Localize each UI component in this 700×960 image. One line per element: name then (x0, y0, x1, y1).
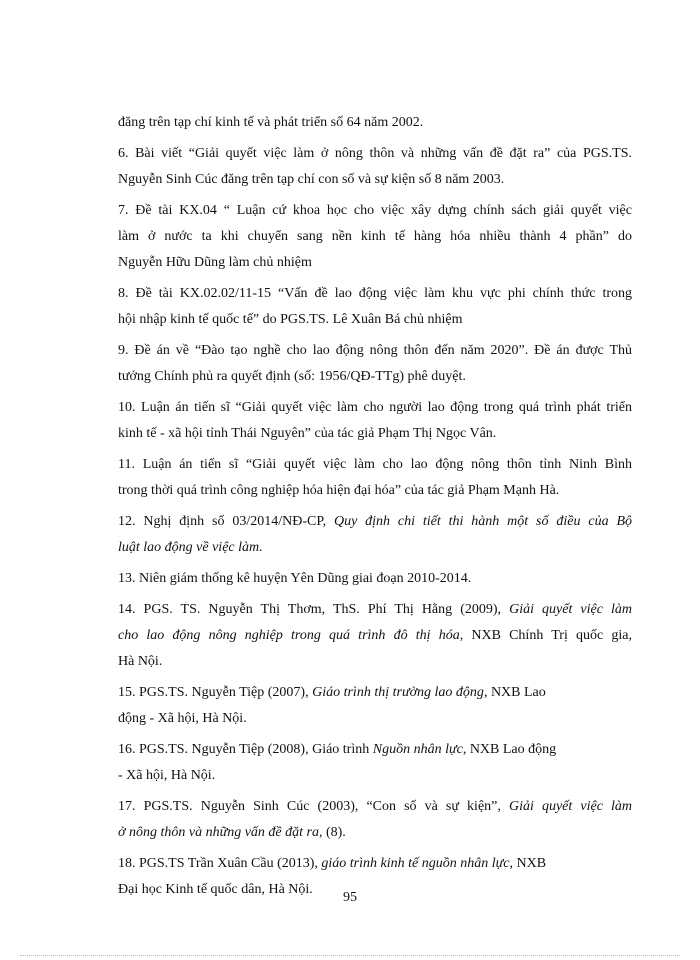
reference-text: (8). (322, 824, 346, 840)
reference-line: - Xã hội, Hà Nội. (118, 767, 216, 783)
reference-text: , NXB Lao động (462, 741, 557, 757)
reference-17 (118, 794, 632, 820)
reference-14 (118, 597, 632, 623)
reference-text: 12. Nghị định số 03/2014/NĐ-CP, (118, 513, 334, 529)
reference-13: 13. Niên giám thống kê huyện Yên Dũng giai đoạn 2010-2014. (118, 570, 472, 586)
reference-title: ở nông thôn và những vấn đề đặt ra, (118, 824, 323, 840)
reference-line: hội nhập kinh tế quốc tế” do PGS.TS. Lê Xuân Bá chủ nhiệm (118, 312, 463, 328)
reference-title: Giải quyết việc làm (508, 798, 632, 814)
reference-9: 9. Đề án về “Đào tạo nghề cho lao động nông thôn đến năm 2020”. Đề án được Thủ (118, 342, 632, 358)
reference-line: Nguyễn Hữu Dũng làm chủ nhiệm (118, 255, 312, 271)
reference-line: Hà Nội. (118, 653, 163, 669)
reference-text: , NXB (509, 855, 547, 871)
reference-line: làm ở nước ta khi chuyển sang nền kinh tế hàng hóa nhiều thành 4 phần” do (118, 228, 632, 244)
reference-title: Quy định chi tiết thi hành một số điều của Bộ (333, 513, 632, 529)
reference-text: 14. PGS. TS. Nguyễn Thị Thơm, ThS. Phí Thị Hằng (2009), (118, 601, 510, 617)
reference-line (118, 623, 632, 649)
reference-title: Nguồn nhân lực (372, 741, 463, 757)
page-number: 95 (343, 890, 357, 905)
reference-line: tướng Chính phủ ra quyết định (số: 1956/QĐ-TTg) phê duyệt. (118, 369, 466, 385)
reference-line: đăng trên tạp chí kinh tế và phát triển số 64 năm 2002. (118, 115, 424, 130)
reference-line: kinh tế - xã hội tỉnh Thái Nguyên” của tác giả Phạm Thị Ngọc Vân. (118, 426, 497, 442)
reference-text: 17. PGS.TS. Nguyễn Sinh Cúc (2003), “Con số và sự kiện”, (118, 798, 509, 814)
reference-line: trong thời quá trình công nghiệp hóa hiện đại hóa” của tác giả Phạm Mạnh Hà. (118, 483, 560, 498)
reference-16 (118, 737, 632, 763)
reference-text: 15. PGS.TS. Nguyễn Tiệp (2007), (118, 684, 313, 700)
page-divider (20, 955, 680, 956)
reference-8: 8. Đề tài KX.02.02/11-15 “Vấn đề lao động việc làm khu vực phi chính thức trong (118, 285, 632, 301)
reference-line: Đại học Kinh tế quốc dân, Hà Nội. (118, 881, 313, 897)
reference-line: động - Xã hội, Hà Nội. (118, 710, 247, 726)
reference-text: , NXB Chính Trị quốc gia, (459, 627, 632, 643)
reference-6: 6. Bài viết “Giải quyết việc làm ở nông thôn và những vấn đề đặt ra” của PGS.TS. (118, 145, 632, 161)
reference-title: Giải quyết việc làm (509, 601, 632, 617)
reference-text: 16. PGS.TS. Nguyễn Tiệp (2008), Giáo trình (118, 741, 373, 757)
reference-title: giáo trình kinh tế nguồn nhân lực (321, 855, 510, 871)
reference-10: 10. Luận án tiến sĩ “Giải quyết việc làm cho người lao động trong quá trình phát triển (118, 399, 632, 415)
reference-line (118, 820, 632, 846)
references-list (118, 110, 632, 903)
reference-11: 11. Luận án tiến sĩ “Giải quyết việc làm cho lao động nông thôn tỉnh Ninh Bình (118, 456, 632, 472)
reference-12 (118, 509, 632, 535)
reference-title: luật lao động về việc làm. (118, 539, 263, 555)
reference-15 (118, 680, 632, 706)
reference-title: cho lao động nông nghiệp trong quá trình đô thị hóa (118, 627, 460, 643)
reference-text: , NXB Lao (483, 684, 546, 700)
reference-7: 7. Đề tài KX.04 “ Luận cứ khoa học cho việc xây dựng chính sách giải quyết việc (118, 202, 632, 218)
reference-18 (118, 851, 632, 877)
reference-line: Nguyễn Sinh Cúc đăng trên tạp chí con số và sự kiện số 8 năm 2003. (118, 171, 505, 187)
reference-text: 18. PGS.TS Trần Xuân Cầu (2013), (118, 855, 322, 871)
reference-title: Giáo trình thị trường lao động (312, 684, 484, 700)
reference-line (118, 535, 632, 561)
